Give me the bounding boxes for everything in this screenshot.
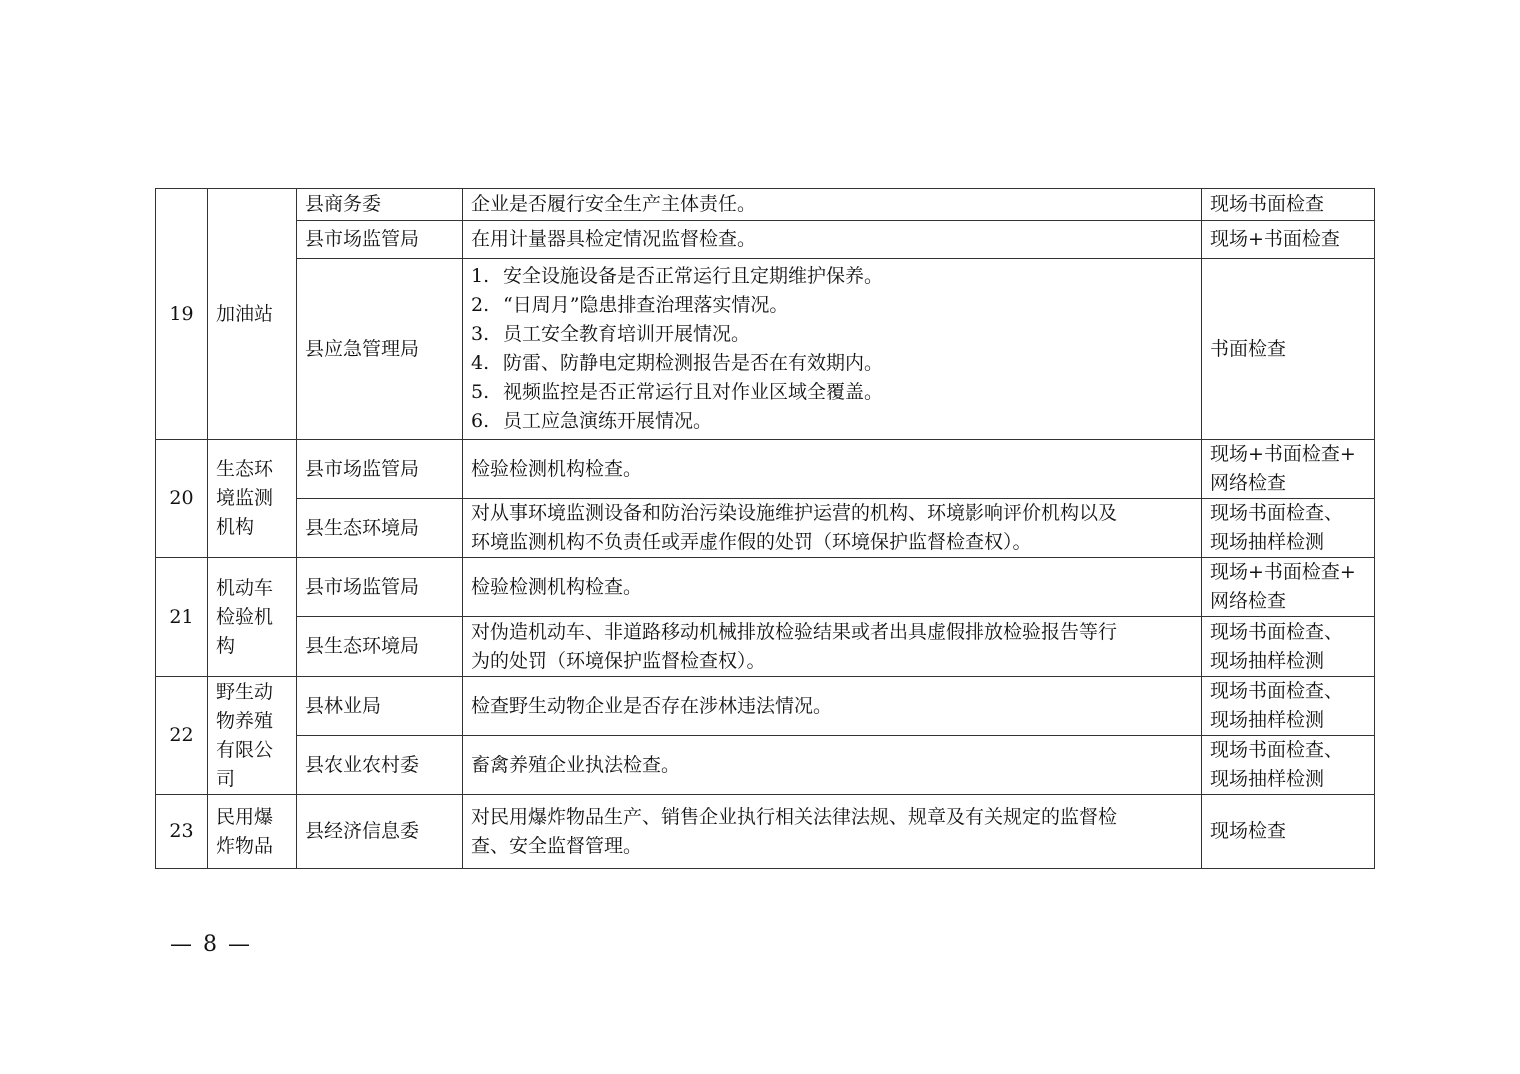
method-line: 现场书面检查、 xyxy=(1210,620,1344,643)
content-cell xyxy=(463,677,1202,736)
method-cell xyxy=(1202,736,1375,795)
row-number: 21 xyxy=(156,558,208,677)
department-cell: 县经济信息委 xyxy=(297,795,463,869)
content-line: 畜禽养殖企业执法检查。 xyxy=(471,753,681,776)
content-cell xyxy=(463,189,1202,221)
department-cell: 县应急管理局 xyxy=(297,259,463,440)
department-cell: 县商务委 xyxy=(297,189,463,221)
table-row xyxy=(156,440,1375,499)
inspected-unit: 野生动 物养殖 有限公 司 xyxy=(208,677,297,795)
inspected-unit: 加油站 xyxy=(208,189,297,440)
content-line: 在用计量器具检定情况监督检查。 xyxy=(471,228,757,250)
content-cell xyxy=(463,499,1202,558)
department-cell: 县林业局 xyxy=(297,677,463,736)
method-line: 现场抽样检测 xyxy=(1210,768,1325,790)
department-cell: 县生态环境局 xyxy=(297,617,463,677)
method-cell xyxy=(1202,221,1375,259)
list-item: 5. 视频监控是否正常运行且对作业区域全覆盖。 xyxy=(471,381,884,403)
method-cell xyxy=(1202,259,1375,440)
method-cell xyxy=(1202,499,1375,558)
content-cell xyxy=(463,617,1202,677)
method-line: 现场+书面检查+ xyxy=(1210,443,1356,465)
method-line: 现场抽样检测 xyxy=(1210,649,1325,672)
content-line: 检验检测机构检查。 xyxy=(471,457,643,480)
list-item: 2. “日周月”隐患排查治理落实情况。 xyxy=(471,294,789,316)
method-line: 现场书面检查、 xyxy=(1210,680,1344,702)
table-row xyxy=(156,558,1375,617)
page-number: — 8 — xyxy=(170,932,252,957)
inspected-unit: 民用爆 炸物品 xyxy=(208,795,297,869)
method-line: 现场书面检查、 xyxy=(1210,502,1344,524)
method-line: 网络检查 xyxy=(1210,590,1287,612)
content-line: 企业是否履行安全生产主体责任。 xyxy=(471,193,757,215)
row-number: 19 xyxy=(156,189,208,440)
content-line: 检查野生动物企业是否存在涉林违法情况。 xyxy=(471,694,833,717)
method-line: 现场抽样检测 xyxy=(1210,709,1325,731)
content-cell xyxy=(463,221,1202,259)
method-line: 现场抽样检测 xyxy=(1210,531,1325,553)
table-row xyxy=(156,259,1375,440)
method-line: 书面检查 xyxy=(1210,337,1287,360)
method-line: 现场+书面检查+ xyxy=(1210,561,1356,583)
method-cell xyxy=(1202,440,1375,499)
content-cell xyxy=(463,558,1202,617)
table-row xyxy=(156,617,1375,677)
inspection-table xyxy=(155,188,1375,869)
content-cell xyxy=(463,440,1202,499)
content-cell xyxy=(463,795,1202,869)
table-row xyxy=(156,736,1375,795)
method-cell xyxy=(1202,617,1375,677)
row-number: 20 xyxy=(156,440,208,558)
method-line: 现场书面检查 xyxy=(1210,193,1325,215)
method-cell xyxy=(1202,795,1375,869)
content-line: 对民用爆炸物品生产、销售企业执行相关法律法规、规章及有关规定的监督检 xyxy=(471,805,1118,828)
list-item: 4. 防雷、防静电定期检测报告是否在有效期内。 xyxy=(471,352,884,374)
list-item: 1. 安全设施设备是否正常运行且定期维护保养。 xyxy=(471,265,884,287)
content-line: 为的处罚（环境保护监督检查权）。 xyxy=(471,649,766,672)
list-item: 3. 员工安全教育培训开展情况。 xyxy=(471,323,751,345)
content-line: 查、安全监督管理。 xyxy=(471,834,643,857)
content-cell xyxy=(463,736,1202,795)
method-cell xyxy=(1202,558,1375,617)
inspected-unit: 机动车 检验机 构 xyxy=(208,558,297,677)
content-line: 环境监测机构不负责任或弄虚作假的处罚（环境保护监督检查权）。 xyxy=(471,531,1032,553)
table-row xyxy=(156,189,1375,221)
method-line: 现场+书面检查 xyxy=(1210,228,1340,250)
table-row xyxy=(156,499,1375,558)
table-row xyxy=(156,221,1375,259)
list-item: 6. 员工应急演练开展情况。 xyxy=(471,410,713,432)
content-cell xyxy=(463,259,1202,440)
department-cell: 县市场监管局 xyxy=(297,221,463,259)
content-line: 检验检测机构检查。 xyxy=(471,575,643,598)
table-row xyxy=(156,795,1375,869)
department-cell: 县农业农村委 xyxy=(297,736,463,795)
row-number: 23 xyxy=(156,795,208,869)
table-row xyxy=(156,677,1375,736)
row-number: 22 xyxy=(156,677,208,795)
method-cell xyxy=(1202,189,1375,221)
method-line: 网络检查 xyxy=(1210,472,1287,494)
method-cell xyxy=(1202,677,1375,736)
inspected-unit: 生态环 境监测 机构 xyxy=(208,440,297,558)
method-line: 现场书面检查、 xyxy=(1210,739,1344,761)
department-cell: 县市场监管局 xyxy=(297,558,463,617)
method-line: 现场检查 xyxy=(1210,820,1287,842)
content-line: 对伪造机动车、非道路移动机械排放检验结果或者出具虚假排放检验报告等行 xyxy=(471,620,1118,643)
department-cell: 县市场监管局 xyxy=(297,440,463,499)
department-cell: 县生态环境局 xyxy=(297,499,463,558)
content-line: 对从事环境监测设备和防治污染设施维护运营的机构、环境影响评价机构以及 xyxy=(471,502,1118,524)
